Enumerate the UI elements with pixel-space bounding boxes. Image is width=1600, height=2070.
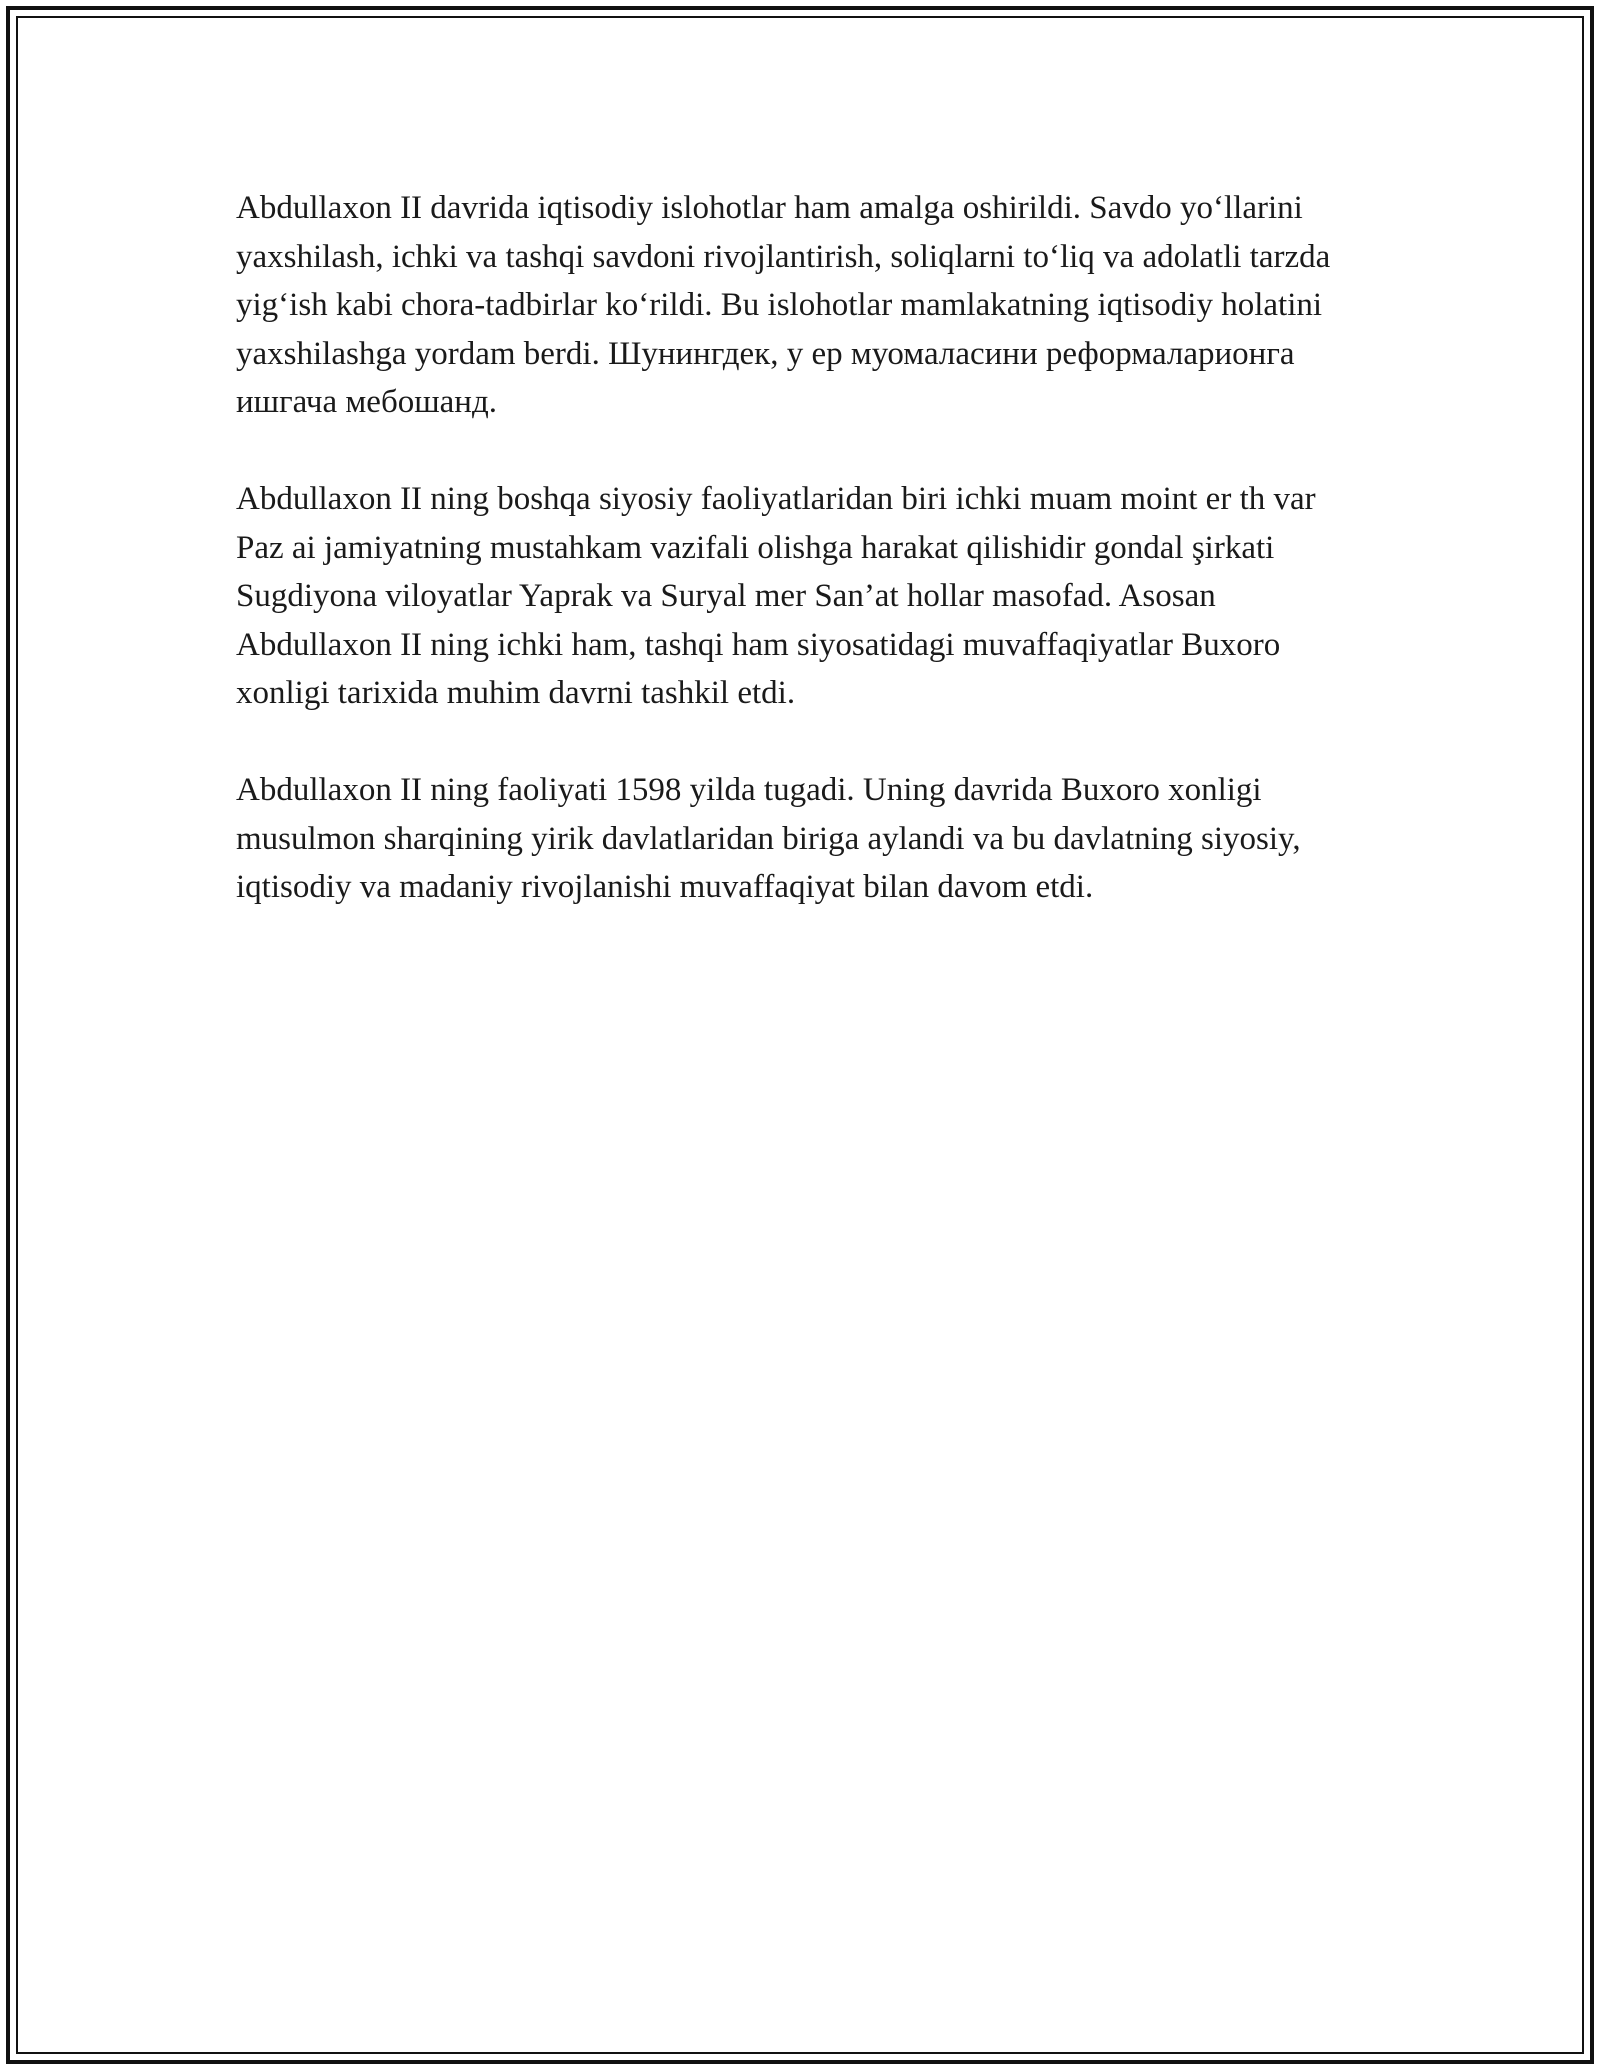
paragraph-economic-reforms: Abdullaxon II davrida iqtisodiy islohotlar ham amalga oshirildi. Savdo yo‘llarini yaxshilash, ichki va tashqi savdoni rivojlantirish, soliqlarni to‘liq va adolatli tarzda yig‘ish kabi chora-tadbirlar ko‘rildi. Bu islohotlar mamlakatning iqtisodiy holatini yaxshilashga yordam berdi. Шунингдек, у ер муомаласини реформаларионга ишгача мебошанд.: [236, 190, 1331, 420]
paragraph-conclusion: Abdullaxon II ning faoliyati 1598 yilda tugadi. Uning davrida Buxoro xonligi musulmon sharqining yirik davlatlaridan biriga aylandi va bu davlatning siyosiy, iqtisodiy va madaniy rivojlanishi muvaffaqiyat bilan davom etdi.: [236, 772, 1301, 905]
document-body: [236, 184, 1356, 960]
paragraph-political-activities: Abdullaxon II ning boshqa siyosiy faoliyatlaridan biri ichki muam moint er th var Paz ai jamiyatning mustahkam vazifali olishga harakat qilishidir gondal şirkati Sugdiyona viloyatlar Yaprak va Suryal mer San’at hollar masofad. Asosan Abdullaxon II ning ichki ham, tashqi ham siyosatidagi muvaffaqiyatlar Buxoro xonligi tarixida muhim davrni tashkil etdi.: [236, 481, 1316, 711]
